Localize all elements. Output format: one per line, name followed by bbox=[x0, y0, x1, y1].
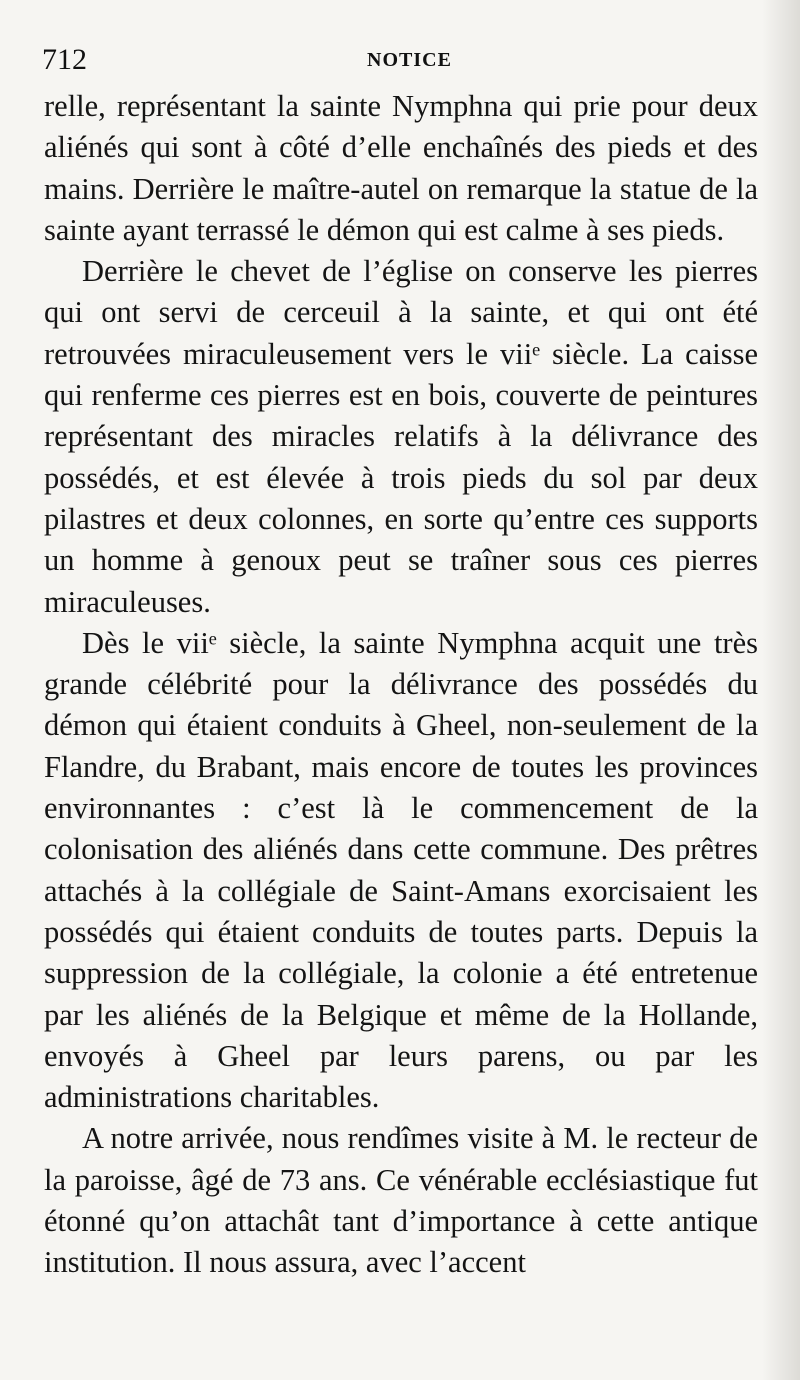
body-text bbox=[44, 86, 758, 1284]
paragraph-3: Dès le viiᵉ siècle, la sainte Nymphna acquit une très grande célébrité pour la délivrance des possédés du démon qui étaient conduits à Gheel, non-seulement de la Flandre, du Brabant, mais encore de toutes les provinces environnantes : c’est là le commencement de la colonisation des aliénés dans cette commune. Des prêtres attachés à la collégiale de Saint-Amans exorcisaient les possédés qui étaient conduits de toutes parts. Depuis la suppression de la collégiale, la colonie a été entretenue par les aliénés de la Belgique et même de la Hollande, envoyés à Gheel par leurs parens, ou par les administrations charitables. bbox=[44, 625, 758, 1115]
paragraph-2: Derrière le chevet de l’église on conserve les pierres qui ont servi de cerceuil à la sainte, et qui ont été retrouvées miraculeusement vers le viiᵉ siècle. La caisse qui renferme ces pierres est en bois, couverte de peintures représentant des miracles relatifs à la délivrance des possédés, et est élevée à trois pieds du sol par deux pilastres et deux colonnes, en sorte qu’entre ces supports un homme à genoux peut se traîner sous ces pierres miraculeuses. bbox=[44, 254, 758, 619]
page-number: 712 bbox=[42, 43, 87, 76]
running-head: NOTICE bbox=[367, 49, 452, 71]
page-header bbox=[42, 40, 762, 80]
paragraph-4: A notre arrivée, nous rendîmes visite à M. le recteur de la paroisse, âgé de 73 ans. Ce vénérable ecclésiastique fut étonné qu’on attachât tant d’importance à cette antique institution. Il nous assura, avec l’accent bbox=[44, 1121, 758, 1280]
paragraph-1: relle, représentant la sainte Nymphna qui prie pour deux aliénés qui sont à côté d’elle enchaînés des pieds et des mains. Derrière le maître-autel on remarque la statue de la sainte ayant terrassé le démon qui est calme à ses pieds. bbox=[44, 89, 758, 247]
page-gutter-shadow bbox=[762, 0, 800, 1380]
